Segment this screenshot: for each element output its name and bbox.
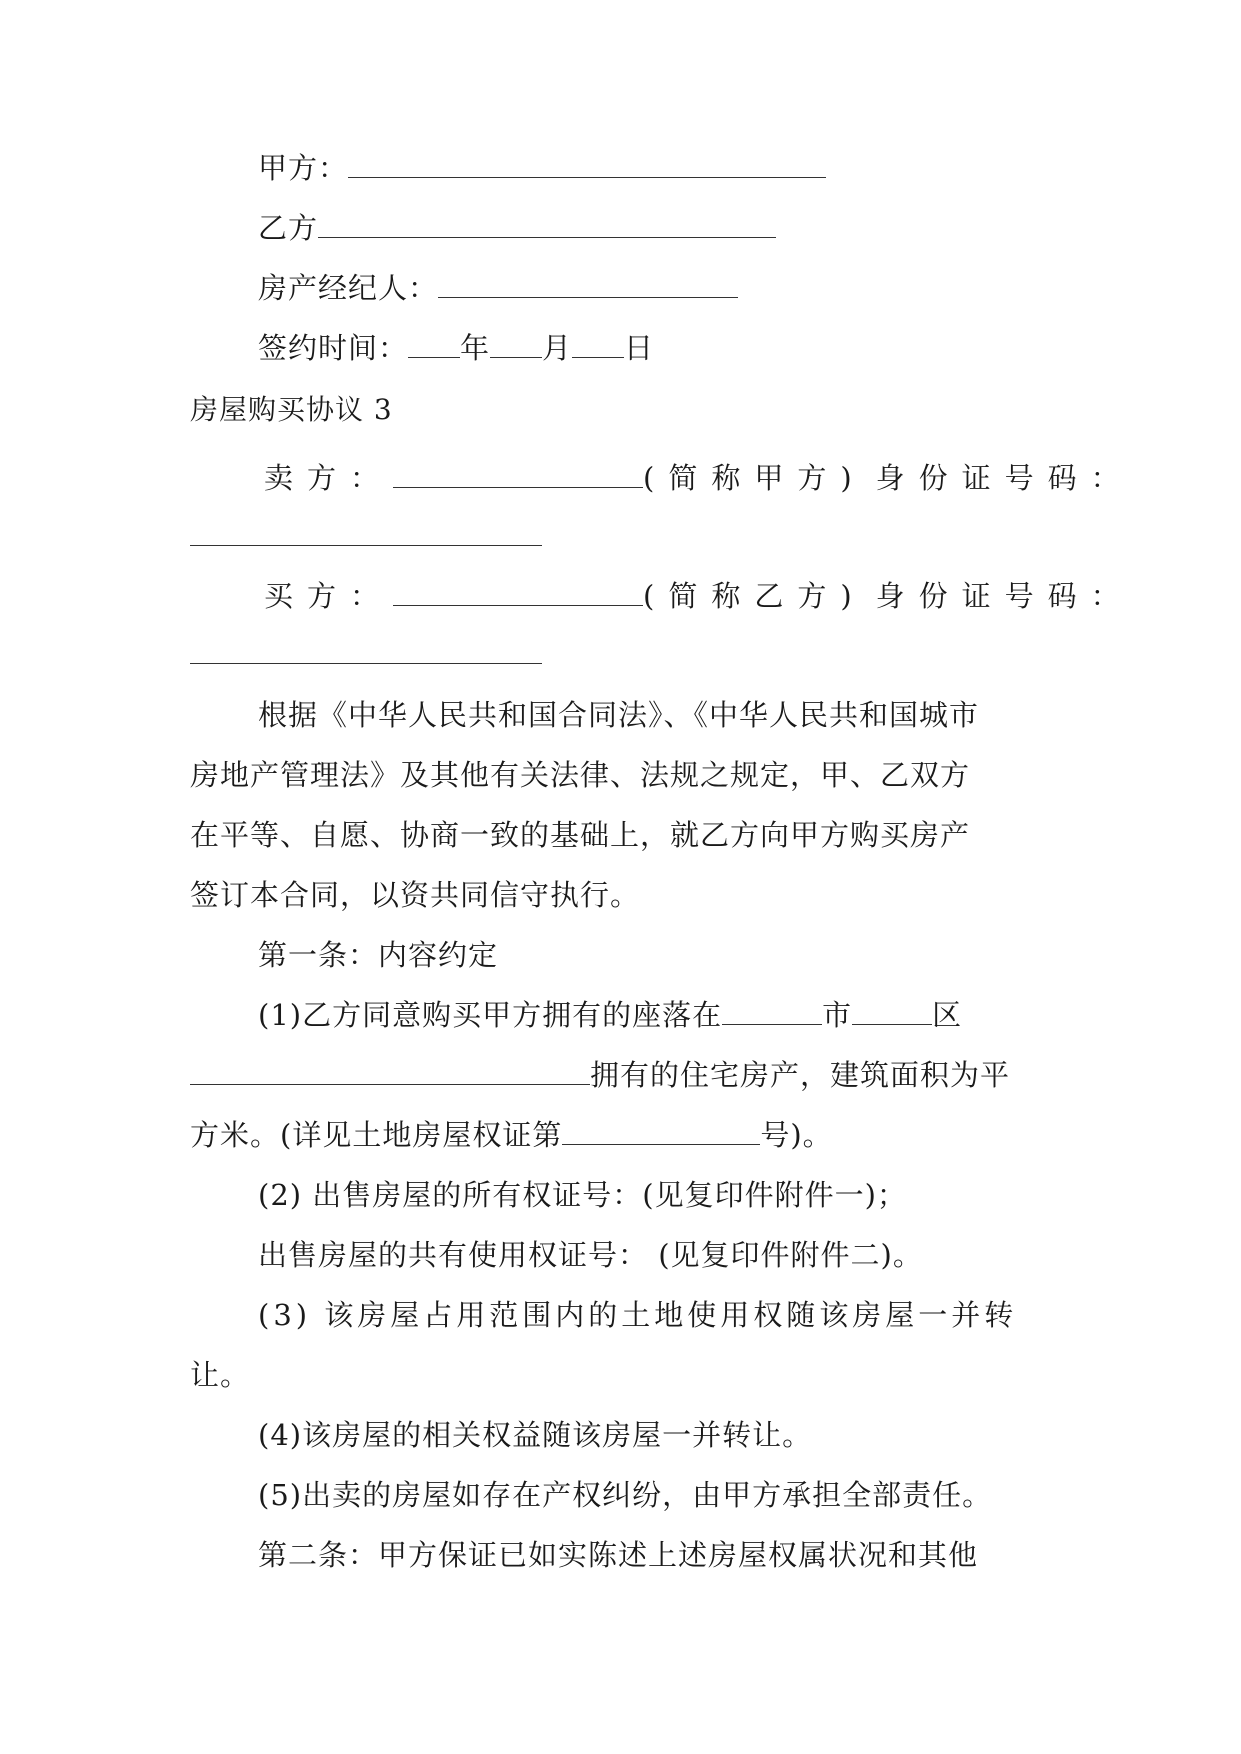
item2-line-2: 出售房屋的共有使用权证号： (见复印件附件二)。 [258, 1238, 923, 1272]
item1-text-b: 拥有的住宅房产，建筑面积为平 [590, 1058, 1011, 1092]
buyer-id-line [190, 636, 542, 672]
year-label: 年 [460, 331, 491, 365]
item1-line-2 [190, 1057, 1010, 1093]
seller-id-line [190, 518, 542, 554]
seller-alias: (简称甲方) [643, 461, 866, 495]
article1-heading: 第一条：内容约定 [258, 938, 499, 972]
article2-heading: 第二条：甲方保证已如实陈述上述房屋权属状况和其他 [258, 1538, 979, 1572]
address-blank [190, 1060, 590, 1085]
preamble-line-4: 签订本合同，以资共同信守执行。 [190, 878, 641, 912]
buyer-label: 买方： [264, 579, 394, 613]
buyer-alias: (简称乙方) [643, 579, 866, 613]
item3-line-1: (3) 该房屋占用范围内的土地使用权随该房屋一并转 [258, 1298, 1018, 1332]
day-label: 日 [624, 331, 655, 365]
city-label: 市 [822, 998, 853, 1032]
day-blank [572, 333, 624, 358]
year-blank [408, 333, 460, 358]
item3-line-2: 让。 [190, 1358, 251, 1392]
item1-line-1 [258, 997, 962, 1033]
preamble-line-1: 根据《中华人民共和国合同法》、《中华人民共和国城市 [258, 698, 980, 732]
item1-text-c: 方米。(详见土地房屋权证第 [190, 1118, 563, 1152]
party-b-blank [318, 213, 776, 238]
party-b-label: 乙方 [258, 211, 319, 245]
seller-id-blank [190, 521, 542, 546]
party-a-blank [348, 153, 826, 178]
item1-line-3 [190, 1117, 833, 1153]
item2-line-1: (2) 出售房屋的所有权证号：(见复印件附件一)； [258, 1178, 907, 1212]
preamble-line-3: 在平等、自愿、协商一致的基础上，就乙方向甲方购买房产 [190, 818, 971, 852]
buyer-name-blank [393, 581, 643, 606]
month-label: 月 [542, 331, 573, 365]
preamble-line-2: 房地产管理法》及其他有关法律、法规之规定，甲、乙双方 [190, 758, 971, 792]
party-b-line [258, 210, 776, 246]
document-title: 房屋购买协议 3 [190, 393, 393, 426]
district-blank [852, 1000, 932, 1025]
item1-text-a: (1)乙方同意购买甲方拥有的座落在 [258, 998, 723, 1032]
month-blank [490, 333, 542, 358]
seller-id-label: 身份证号码： [875, 461, 1134, 495]
buyer-id-label: 身份证号码： [875, 579, 1134, 613]
seller-name-blank [393, 463, 643, 488]
district-label: 区 [932, 998, 963, 1032]
agent-label: 房产经纪人： [258, 271, 439, 305]
item4-line: (4)该房屋的相关权益随该房屋一并转让。 [258, 1418, 813, 1452]
item1-text-d: 号)。 [760, 1118, 833, 1152]
sign-time-label: 签约时间： [258, 331, 409, 365]
party-a-line [258, 150, 826, 186]
certificate-blank [562, 1120, 760, 1145]
buyer-id-blank [190, 639, 542, 664]
party-a-label: 甲方： [258, 151, 349, 185]
agent-line [258, 270, 738, 306]
item5-line: (5)出卖的房屋如存在产权纠纷，由甲方承担全部责任。 [258, 1478, 993, 1512]
seller-label: 卖方： [264, 461, 394, 495]
sign-time-line [258, 330, 654, 366]
agent-blank [438, 273, 738, 298]
buyer-line [264, 578, 1134, 614]
seller-line [264, 460, 1134, 496]
city-blank [722, 1000, 822, 1025]
